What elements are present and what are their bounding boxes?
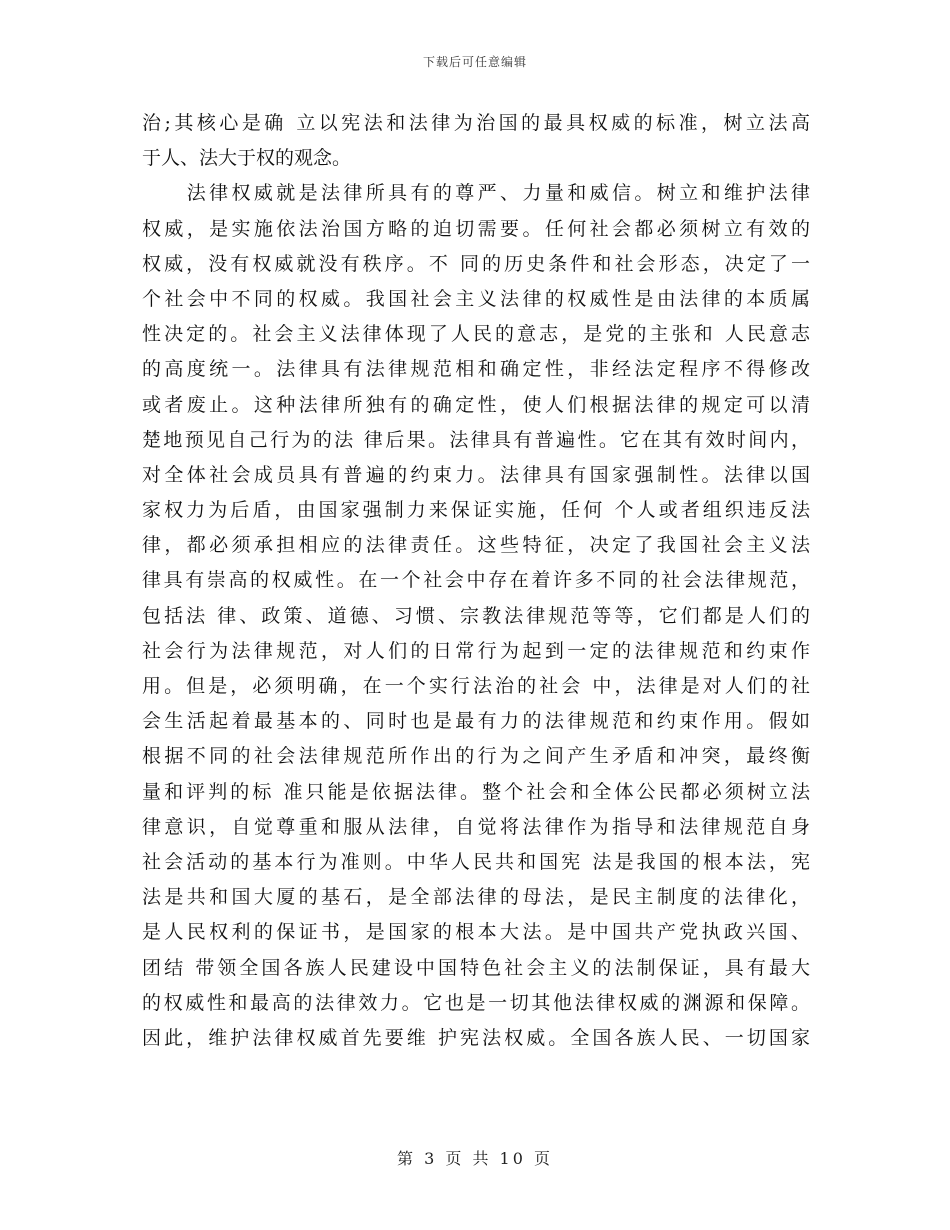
- text-line: 权威，没有权威就没有秩序。不 同的历史条件和社会形态，决定了一: [142, 252, 810, 275]
- text-line: 社会行为法律规范，对人们的日常行为起到一定的法律规范和约束作: [142, 639, 810, 662]
- text-line: 的权威性和最高的法律效力。它也是一切其他法律权威的渊源和保障。: [142, 991, 810, 1014]
- page-header: 下载后可任意编辑: [422, 55, 527, 69]
- text-line: 或者废止。这种法律所独有的确定性，使人们根据法律的规定可以清: [142, 393, 810, 416]
- text-line: 根据不同的社会法律规范所作出的行为之间产生矛盾和冲突，最终衡: [142, 745, 810, 768]
- text-line: 家权力为后盾，由国家强制力来保证实施，任何 个人或者组织违反法: [142, 499, 810, 522]
- text-line: 是人民权利的保证书，是国家的根本大法。是中国共产党执政兴国、: [142, 921, 810, 944]
- text-line: 律意识，自觉尊重和服从法律，自觉将法律作为指导和法律规范自身: [142, 815, 810, 838]
- text-line: 对全体社会成员具有普遍的约束力。法律具有国家强制性。法律以国: [142, 463, 810, 486]
- text-line: 法是共和国大厦的基石，是全部法律的母法，是民主制度的法律化，: [142, 886, 810, 909]
- text-line: 团结 带领全国各族人民建设中国特色社会主义的法制保证，具有最大: [142, 956, 810, 979]
- text-line: 包括法 律、政策、道德、习惯、宗教法律规范等等，它们都是人们的: [142, 604, 810, 627]
- text-line: 会生活起着最基本的、同时也是最有力的法律规范和约束作用。假如: [142, 710, 810, 733]
- text-line: 法律权威就是法律所具有的尊严、力量和威信。树立和维护法律: [142, 182, 810, 205]
- text-line: 权威，是实施依法治国方略的迫切需要。任何社会都必须树立有效的: [142, 217, 810, 240]
- text-line: 治;其核心是确 立以宪法和法律为治国的最具权威的标准，树立法高: [142, 112, 810, 134]
- text-line: 性决定的。社会主义法律体现了人民的意志，是党的主张和 人民意志: [142, 323, 810, 346]
- text-line: 因此，维护法律权威首先要维 护宪法权威。全国各族人民、一切国家: [142, 1026, 810, 1049]
- text-line: 个社会中不同的权威。我国社会主义法律的权威性是由法律的本质属: [142, 287, 810, 310]
- text-line: 量和评判的标 准只能是依据法律。整个社会和全体公民都必须树立法: [142, 780, 810, 803]
- text-line: 律具有崇高的权威性。在一个社会中存在着许多不同的社会法律规范，: [142, 569, 810, 592]
- text-line: 的高度统一。法律具有法律规范相和确定性，非经法定程序不得修改: [142, 358, 810, 381]
- text-line: 于人、法大于权的观念。: [142, 147, 352, 170]
- text-line: 楚地预见自己行为的法 律后果。法律具有普遍性。它在其有效时间内，: [142, 428, 810, 451]
- document-body: [142, 106, 810, 1056]
- text-line: 律，都必须承担相应的法律责任。这些特征，决定了我国社会主义法: [142, 534, 810, 557]
- page-footer: 第 3 页 共 10 页: [397, 1149, 553, 1168]
- text-line: 社会活动的基本行为准则。中华人民共和国宪 法是我国的根本法，宪: [142, 850, 810, 873]
- text-line: 用。但是，必须明确，在一个实行法治的社会 中，法律是对人们的社: [142, 675, 810, 697]
